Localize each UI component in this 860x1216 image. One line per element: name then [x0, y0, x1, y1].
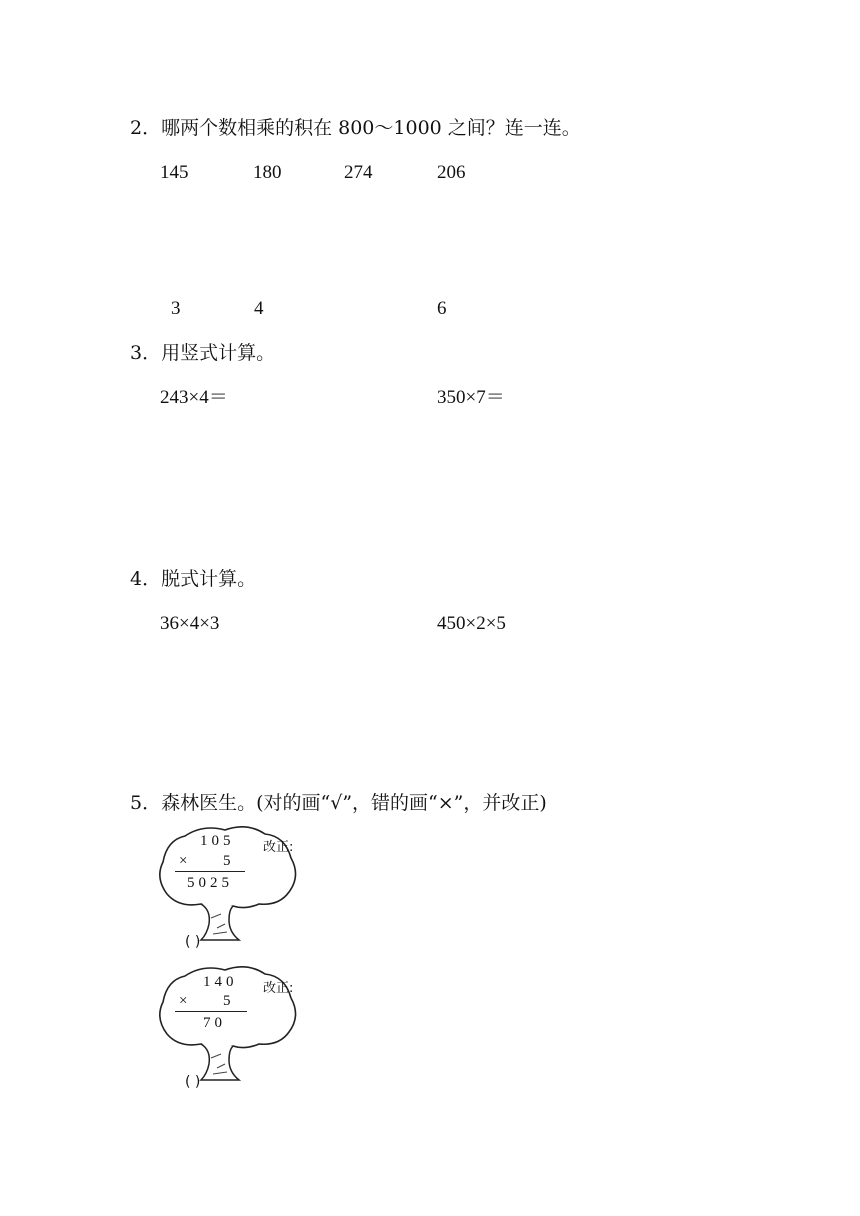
q2-top-number: 180 [253, 162, 282, 183]
tree-multiplicand: 105 [200, 833, 235, 849]
tree-multiplier: 5 [223, 853, 235, 869]
q3-prompt: 3．用竖式计算。 [130, 342, 276, 364]
tree-result: 5025 [187, 875, 233, 891]
q3-item: 243×4＝ [160, 387, 228, 408]
q2-bottom-number: 3 [171, 298, 181, 319]
q2-bottom-number: 6 [437, 298, 447, 319]
tree-operator: × [179, 853, 192, 869]
q4-prompt: 4．脱式计算。 [130, 568, 257, 590]
judgment-blank[interactable]: ( ) [185, 934, 201, 950]
tree-operator: × [179, 993, 192, 1009]
q2-top-number: 145 [160, 162, 189, 183]
q2-top-number: 274 [344, 162, 373, 183]
correction-label: 改正: [263, 840, 294, 855]
tree-multiplicand: 140 [203, 974, 238, 990]
q4-item: 450×2×5 [437, 613, 506, 634]
q2-bottom-number: 4 [254, 298, 264, 319]
q3-item: 350×7＝ [437, 387, 505, 408]
tree-multiplier: 5 [223, 993, 235, 1009]
tree-divider-line [175, 1011, 247, 1012]
q5-prompt: 5．森林医生。(对的画“√”，错的画“×”，并改正) [130, 792, 547, 814]
q4-item: 36×4×3 [160, 613, 220, 634]
judgment-blank[interactable]: ( ) [185, 1074, 201, 1090]
q2-prompt: 2．哪两个数相乘的积在 800～1000 之间？连一连。 [130, 117, 581, 139]
tree-result: 70 [203, 1015, 226, 1031]
correction-label: 改正: [263, 981, 294, 996]
tree-divider-line [175, 871, 245, 872]
q2-top-number: 206 [437, 162, 466, 183]
